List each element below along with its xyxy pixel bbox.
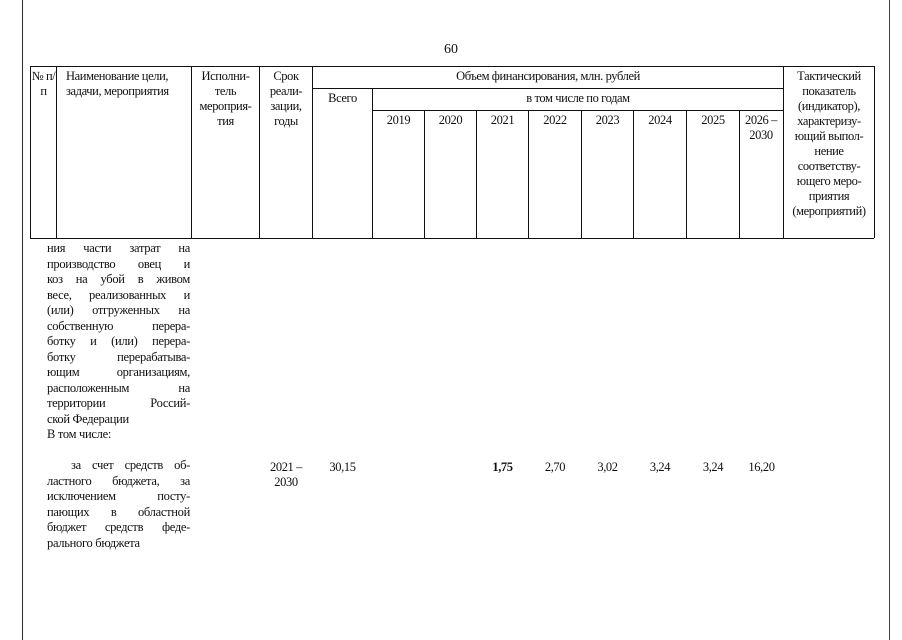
header-by-years: в том числе по годам (526, 91, 630, 105)
scan-edge-left (22, 0, 23, 640)
scan-edge-right (889, 0, 890, 640)
header-year-2023: 2023 (595, 113, 620, 127)
header-indicator: Тактический показатель (индикатор), характеризу- ющий выпол- нение соответству- ющего меро- приятия (мероприятий) (792, 69, 866, 218)
header-year-2022: 2022 (543, 113, 567, 127)
header-period: Срок реали- зации, годы (269, 69, 303, 128)
row-2023: 3,02 (597, 460, 618, 474)
measure-description: ния части затрат на производство овец и коз на убой в живом весе, реализованных и (или) отгруженных на собственную перера- ботку и (или) перера- ботку перерабатыва- ющим организациям, расположенным на территории Россий- ской Федерации В том числе: (47, 241, 190, 441)
header-year-2024: 2024 (648, 113, 672, 127)
row-2021: 1,75 (492, 460, 513, 474)
row-total: 30,15 (329, 460, 356, 474)
header-year-2025: 2025 (701, 113, 725, 127)
row-name: за счет средств об- ластного бюджета, за исключением посту- пающих в областной бюджет средств феде- рального бюджета (47, 458, 190, 550)
header-year-2021: 2021 (490, 113, 515, 127)
header-total: Всего (328, 91, 357, 105)
row-period: 2021 – 2030 (270, 460, 302, 489)
row-2024: 3,24 (649, 460, 671, 474)
row-2022: 2,70 (544, 460, 566, 474)
header-year-2020: 2020 (438, 113, 463, 127)
row-2026-2030: 16,20 (748, 460, 775, 474)
header-name: Наименование цели, задачи, мероприятия (66, 69, 169, 98)
header-funding: Объем финансирования, млн. рублей (456, 69, 640, 83)
header-year-2026-2030: 2026 – 2030 (745, 113, 777, 142)
header-num: № п/п (31, 69, 56, 98)
header-executor: Исполни- тель мероприя- тия (199, 69, 252, 128)
row-2025: 3,24 (702, 460, 724, 474)
in-total-label: В том числе: (47, 427, 111, 441)
page-number: 60 (444, 42, 458, 57)
header-year-2019: 2019 (386, 113, 411, 127)
